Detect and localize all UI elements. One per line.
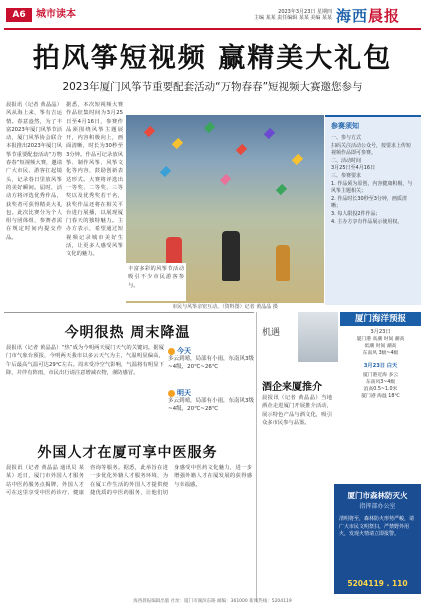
service-article: 晨报讯（记者 黄晶晶 通讯员 某某）近日，厦门市外国人才服务站中医药服务点揭牌，外国人才可在这里享受中医药诊疗、健康咨询等服务。据悉，此举旨在进一步优化外籍人才服务环境，为在厦工作生活的外国人才提供便捷优质的中医药服务，让他们切身感受中医药文化魅力，进一步增强外籍人才在厦发展的获得感与幸福感。 — [6, 465, 252, 496]
sun-icon — [168, 348, 175, 355]
ad-body: 清明将至，森林防火形势严峻，请广大市民文明祭扫，严禁野外用火，发现火情请立即报警。 — [339, 516, 415, 537]
sidebar-title: 参赛须知 — [331, 122, 359, 130]
page-number: A6 — [6, 8, 32, 22]
sidebar-line: 扫码关注活动公众号，按要求上传短视频作品即可参赛。 — [331, 142, 412, 157]
airport-image — [298, 312, 338, 362]
weather-tomorrow-label: 明天 — [177, 389, 191, 397]
kite-icon — [172, 138, 183, 149]
sidebar-line: 2. 作品时长30秒至3分钟，画质清晰； — [331, 195, 407, 210]
sidebar-line: 1. 作品须为原创，内容健康积极，与风筝主题相关； — [331, 180, 413, 195]
person-figure — [276, 245, 290, 281]
rules-sidebar — [325, 115, 421, 305]
sidebar-line: 3月25日至4月16日 — [331, 165, 376, 172]
logo-text-a: 海西 — [336, 7, 369, 25]
weather-today — [168, 346, 254, 386]
ocean-line: 低潮 时间 潮高 — [364, 344, 397, 349]
ad-title: 厦门市森林防灭火 — [347, 491, 408, 500]
section-name: 城市读本 — [36, 9, 76, 20]
weather-today-label: 今天 — [177, 347, 191, 355]
wine-article: 晨报讯（记者 黄晶晶）当地酒企走进厦门开展推介活动，展示特色产品与酒文化，吸引众多市民参与品鉴。 — [262, 395, 332, 426]
page-footer: 海西晨报编辑出版 社址：厦门市湖滨东路 邮编：361000 新闻热线：5204119 — [133, 599, 292, 604]
ocean-forecast-body2 — [340, 372, 421, 400]
date-line: 2023年3月23日 星期四 — [278, 9, 332, 15]
person-figure — [222, 231, 240, 281]
editor-line: 主编 某某 责任编辑 某某 美编 某某 — [254, 15, 332, 21]
ocean-line: 东南风3~4级 — [365, 380, 396, 385]
photo-caption: 市民与风筝亲密互动。（资料图）记者 黄晶晶 摄 — [172, 304, 278, 310]
ocean-line: 厦门港 高潮 时间 潮高 — [356, 337, 405, 342]
logo-text-b: 晨报 — [368, 7, 401, 25]
date-info — [252, 9, 332, 21]
kite-icon — [276, 184, 287, 195]
page-header — [0, 0, 425, 30]
newspaper-logo — [336, 5, 420, 25]
weather-headline: 今明很热 周末降温 — [64, 325, 191, 341]
ocean-forecast-date: 3月23日 — [370, 329, 391, 335]
ocean-forecast-title: 厦门海洋预报 — [340, 312, 421, 326]
ad-subtitle: 指挥部办公室 — [359, 503, 396, 510]
sidebar-line: 一、参与方式 — [331, 135, 362, 141]
main-subtitle: 2023年厦门风筝节重要配套活动“万物春春”短视频大赛邀您参与 — [62, 81, 363, 93]
ocean-line: 厦门港近海 多云 — [362, 373, 399, 378]
sidebar-line: 三、参赛要求 — [331, 172, 362, 179]
service-headline: 外国人才在厦可享中医服务 — [37, 445, 218, 461]
weather-today-text: 多云到晴，局部有小雨，东南风3级~4级，20℃~26℃ — [168, 356, 255, 370]
section-divider — [4, 312, 254, 313]
wine-headline: 酒企来厦推介 — [262, 382, 322, 393]
airport-label: 机遇 — [262, 328, 281, 338]
kite-icon — [292, 154, 303, 165]
sidebar-line: 3. 每人限投2件作品； — [331, 210, 381, 217]
article-column-3: 丰富多彩的风筝节活动吸引不少市民游客参与。 — [126, 263, 186, 301]
kite-icon — [264, 128, 275, 139]
sidebar-body — [331, 135, 415, 226]
ad-phone: 5204119 . 110 — [347, 579, 408, 588]
weather-tomorrow — [168, 388, 254, 428]
ocean-forecast-body — [340, 336, 421, 357]
sun-icon — [168, 390, 175, 397]
ocean-line: 东南风 3级~4级 — [362, 351, 399, 356]
article-column-2: 据悉，本次短视频大赛作品征集时间为3月25日至4月16日，参赛作品须围绕风筝主题展开，内容积极向上，画面清晰，时长为30秒至3分钟。作品可记录放风筝、制作风筝、风筝文化等内容，鼓励创新表达形式。大赛将评选出一等奖、二等奖、三等奖以及优秀奖若干名，获奖作品还将在相关平台进行展播，以展现厦门春天的独特魅力。主办方表示，希望通过短视频记录城市美好生活，让更多人感受风筝文化的魅力。 — [66, 102, 123, 258]
main-headline: 拍风筝短视频 赢精美大礼包 — [32, 43, 393, 74]
column-divider — [256, 312, 257, 602]
ocean-line: 浪高0.5~1.0米 — [363, 387, 398, 392]
article-column-1: 晨报讯（记者 黄晶晶）风从海上来，筝有吉运情。春意盎然，为了丰富2023年厦门风筝节活动，厦门风筝协会联合本报推出2023年厦门风筝节重要配套活动“万物春春”短视频大赛，邀请广大市民、游客扛起镜头，记录春日里放风筝的美好瞬间。届时，活动方将评选优秀作品，获奖者可获得精美大礼包。此次比赛分为个人组与团体组，参赛者需在规定时间内提交作品。 — [6, 102, 62, 241]
kite-icon — [220, 174, 231, 185]
kite-icon — [204, 122, 215, 133]
sidebar-line: 二、活动时间 — [331, 157, 362, 164]
sidebar-line: 4. 主办方享有作品展示使用权。 — [331, 218, 403, 225]
fire-prevention-ad — [334, 484, 421, 594]
ocean-line: 厦门港 海温 18℃ — [361, 394, 400, 399]
kite-icon — [160, 166, 171, 177]
kite-icon — [236, 144, 247, 155]
weather-tomorrow-text: 多云到晴，局部有小雨，东南风3级~4级，20℃~28℃ — [168, 398, 255, 412]
kite-icon — [144, 126, 155, 137]
ocean-forecast-date2: 3月23日 白天 — [363, 363, 398, 369]
weather-article: 晨报讯（记者 黄晶晶）“热”成为今明两天厦门天气的关键词。据厦门市气象台预报，今明两天我市以多云天气为主，气温明显偏高，午后最高气温可达29℃左右。周末受冷空气影响，气温将有明显下降，并伴有阵雨，市民出行请注意增减衣物，谨防感冒。 — [6, 345, 164, 376]
header-rule — [4, 28, 421, 30]
